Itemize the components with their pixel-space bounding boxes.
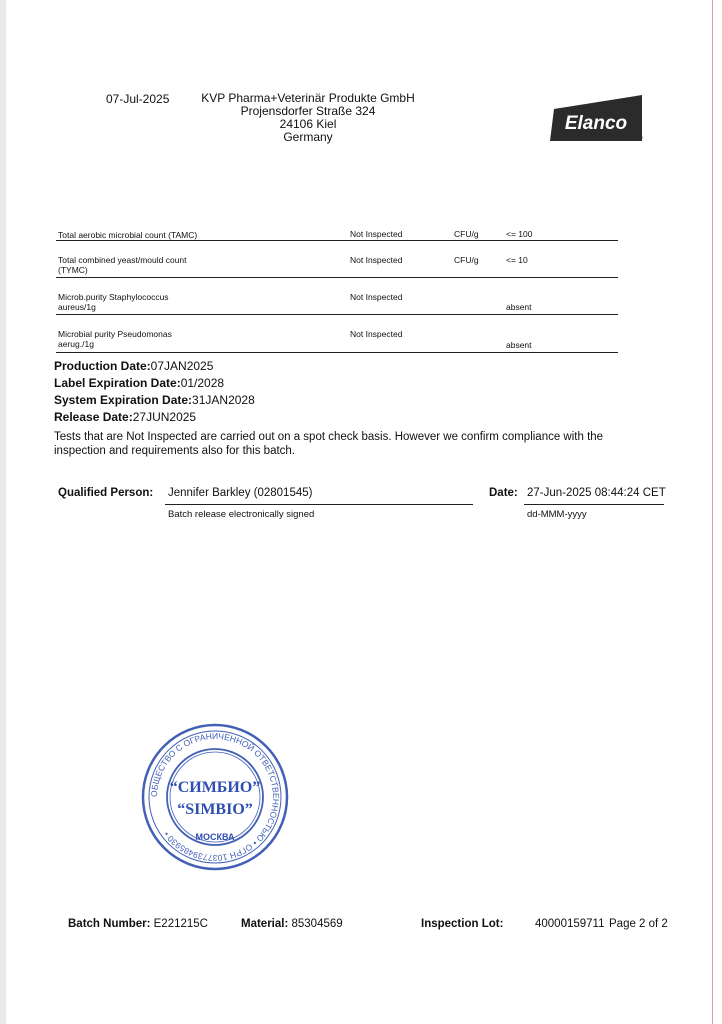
production-date — [54, 358, 255, 375]
logo-text: Elanco — [564, 113, 628, 134]
stamp-name-cyrillic: “СИМБИО” — [169, 779, 261, 796]
inspection-lot-value: 40000159711 — [535, 918, 605, 930]
batch-number — [68, 918, 208, 930]
release-date-label: Release Date: — [54, 410, 133, 424]
test-results-table — [56, 224, 618, 353]
table-row — [56, 224, 618, 241]
test-status: Not Inspected — [350, 255, 403, 265]
inspection-lot-label: Inspection Lot: — [421, 918, 504, 930]
system-expiration-date — [54, 392, 255, 409]
company-address — [196, 92, 420, 144]
release-date — [54, 409, 255, 426]
date-format-hint: dd-MMM-yyyy — [527, 509, 587, 520]
test-spec: <= 100 — [506, 229, 533, 239]
signature-line — [165, 504, 473, 505]
test-status: Not Inspected — [350, 292, 403, 302]
test-spec: absent — [506, 340, 532, 350]
material-value: 85304569 — [291, 918, 343, 930]
page-number: Page 2 of 2 — [609, 918, 668, 930]
test-parameter: Total combined yeast/mould count (TYMC) — [58, 255, 187, 275]
test-spec: <= 10 — [506, 255, 528, 265]
date-line — [524, 504, 664, 505]
batch-dates — [54, 358, 255, 426]
test-unit: CFU/g — [454, 255, 479, 265]
release-date-value: 27JUN2025 — [132, 410, 197, 424]
label-expiration-label: Label Expiration Date: — [54, 376, 181, 390]
stamp-city: МОСКВА — [195, 832, 235, 842]
qualified-person-label: Qualified Person: — [58, 487, 154, 499]
test-unit: CFU/g — [454, 229, 479, 239]
batch-number-value: E221215C — [153, 918, 208, 930]
sign-date-value: 27-Jun-2025 08:44:24 CET — [527, 487, 666, 499]
document-date: 07-Jul-2025 — [106, 92, 170, 106]
company-city: 24106 Kiel — [279, 117, 337, 131]
stamp-ring-text: ОБЩЕСТВО С ОГРАНИЧЕННОЙ ОТВЕТСТВЕННОСТЬЮ • ОГРН 1037739485930 • — [148, 730, 282, 864]
company-street: Projensdorfer Straße 324 — [240, 104, 376, 118]
batch-number-label: Batch Number: — [68, 918, 151, 930]
qualified-person-name: Jennifer Barkley (02801545) — [168, 487, 313, 499]
logo-trademark: ™ — [638, 136, 643, 142]
inspection-note: Tests that are Not Inspected are carried out on a spot check basis. However we confirm compliance with the inspection and requirements also for this batch. — [54, 431, 604, 457]
stamp-name-latin: “SIMBIO” — [177, 801, 253, 818]
table-row — [56, 241, 618, 278]
test-parameter: Total aerobic microbial count (TAMC) — [58, 230, 198, 240]
production-date-label: Production Date: — [54, 359, 151, 373]
label-expiration-value: 01/2028 — [180, 376, 225, 390]
company-seal-stamp — [140, 722, 290, 872]
test-status: Not Inspected — [350, 229, 403, 239]
sign-date-label: Date: — [489, 487, 518, 499]
material-label: Material: — [241, 918, 289, 930]
test-status: Not Inspected — [350, 329, 403, 339]
scan-edge-right — [712, 0, 713, 1024]
test-parameter: Microbial purity Pseudomonas aerug./1g — [58, 329, 172, 349]
label-expiration-date — [54, 375, 255, 392]
elanco-logo — [550, 95, 643, 143]
system-expiration-label: System Expiration Date: — [54, 393, 193, 407]
table-row — [56, 278, 618, 315]
production-date-value: 07JAN2025 — [150, 359, 214, 373]
company-country: Germany — [283, 130, 333, 144]
system-expiration-value: 31JAN2028 — [192, 393, 255, 407]
material-number — [241, 918, 343, 930]
signature-note: Batch release electronically signed — [168, 509, 315, 520]
test-parameter: Microb.purity Staphylococcus aureus/1g — [58, 292, 169, 312]
company-name: KVP Pharma+Veterinär Produkte GmbH — [201, 91, 415, 105]
test-spec: absent — [506, 302, 532, 312]
table-row — [56, 315, 618, 353]
scan-edge-left — [0, 0, 6, 1024]
